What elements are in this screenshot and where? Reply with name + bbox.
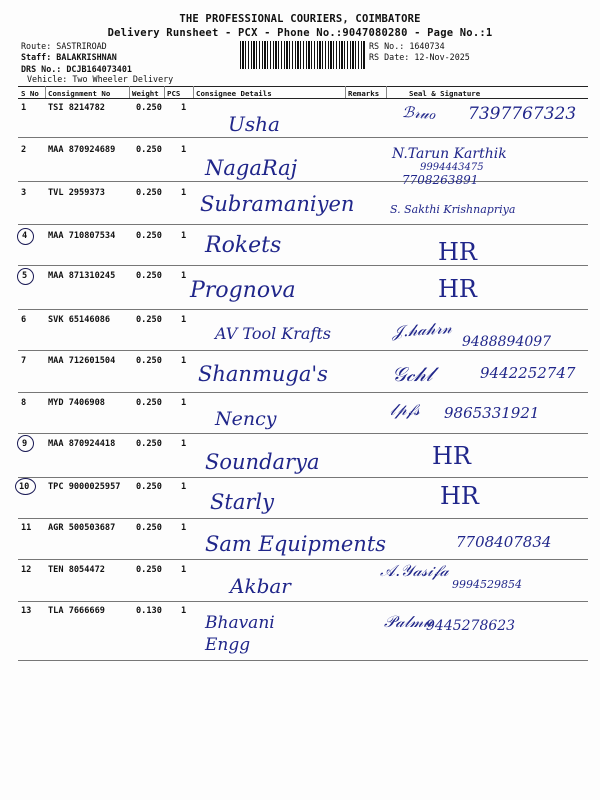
row-weight: 0.250 bbox=[136, 315, 162, 325]
row-signature-handwritten: HR bbox=[440, 482, 479, 510]
row-rule bbox=[18, 477, 588, 478]
row-consignment: MAA 710807534 bbox=[48, 231, 116, 241]
row-weight: 0.250 bbox=[136, 231, 162, 241]
row-weight: 0.130 bbox=[136, 606, 162, 616]
signature-scribble: 𝓁𝓅𝒻𝓈 bbox=[390, 400, 420, 419]
row-signature-handwritten: HR bbox=[438, 238, 477, 266]
company-title: THE PROFESSIONAL COURIERS, COIMBATORE bbox=[179, 13, 421, 25]
row-signature-handwritten: 7708407834 bbox=[456, 533, 552, 551]
row-pcs: 1 bbox=[181, 188, 187, 198]
row-signature-handwritten: 7397767323 bbox=[468, 104, 577, 124]
row-signature-handwritten: HR bbox=[438, 275, 477, 303]
row-pcs: 1 bbox=[181, 439, 187, 449]
row-sno: 5 bbox=[22, 271, 28, 281]
runsheet-subtitle: Delivery Runsheet - PCX - Phone No.:9047080280 - Page No.:1 bbox=[107, 27, 493, 39]
row-consignment: TSI 8214782 bbox=[48, 103, 105, 113]
row-consignee-handwritten: Usha bbox=[228, 112, 280, 136]
row-weight: 0.250 bbox=[136, 523, 162, 533]
row-weight: 0.250 bbox=[136, 188, 162, 198]
row-rule bbox=[18, 392, 588, 393]
row-signature-handwritten: N.Tarun Karthik bbox=[392, 146, 507, 162]
row-signature-handwritten: S. Sakthi Krishnapriya bbox=[390, 203, 516, 216]
route-label: Route: SASTRIROAD bbox=[21, 41, 107, 51]
row-consignment: AGR 500503687 bbox=[48, 523, 116, 533]
col-divider bbox=[193, 86, 194, 98]
col-consignee: Consignee Details bbox=[196, 89, 272, 98]
row-consignee-handwritten: Sam Equipments bbox=[205, 532, 387, 556]
col-divider bbox=[129, 86, 130, 98]
row-consignee-handwritten: Prognova bbox=[190, 278, 296, 303]
row-signature-handwritten: 9442252747 bbox=[480, 364, 576, 382]
row-sno: 4 bbox=[22, 231, 28, 241]
col-divider bbox=[345, 86, 346, 98]
barcode-image bbox=[240, 41, 365, 69]
row-pcs: 1 bbox=[181, 271, 187, 281]
row-weight: 0.250 bbox=[136, 103, 162, 113]
header-bottom-rule bbox=[18, 98, 588, 99]
row-consignment: TLA 7666669 bbox=[48, 606, 105, 616]
row-pcs: 1 bbox=[181, 231, 187, 241]
col-divider bbox=[386, 86, 387, 98]
row-signature-handwritten: 9994529854 bbox=[452, 578, 522, 591]
row-consignee-handwritten: Starly bbox=[210, 490, 274, 514]
handwritten-phone: 9994443475 bbox=[420, 162, 484, 173]
row-sno: 10 bbox=[19, 482, 30, 492]
row-weight: 0.250 bbox=[136, 482, 162, 492]
row-sno: 13 bbox=[21, 606, 32, 616]
signature-scribble: 𝒢𝒸𝒽𝓁 bbox=[392, 362, 433, 386]
row-rule bbox=[18, 601, 588, 602]
drs-number: DRS No.: DCJB164073401 bbox=[21, 64, 132, 74]
rs-number: RS No.: 1640734 bbox=[369, 41, 445, 51]
row-rule bbox=[18, 224, 588, 225]
row-consignment: SVK 65146086 bbox=[48, 315, 111, 325]
row-weight: 0.250 bbox=[136, 271, 162, 281]
row-sno: 7 bbox=[21, 356, 27, 366]
vehicle-label: Vehicle: Two Wheeler Delivery bbox=[27, 74, 174, 84]
row-consignee-handwritten: NagaRaj bbox=[205, 156, 298, 180]
row-sno: 6 bbox=[21, 315, 27, 325]
row-consignee-handwritten: Subramaniyen bbox=[200, 192, 355, 216]
signature-scribble: 𝒜.𝒴𝒶𝓈𝒾𝒻𝒶 bbox=[380, 561, 449, 580]
row-consignment: TVL 2959373 bbox=[48, 188, 105, 198]
row-rule bbox=[18, 559, 588, 560]
row-pcs: 1 bbox=[181, 606, 187, 616]
header-top-rule bbox=[18, 86, 588, 87]
row-sno: 1 bbox=[21, 103, 27, 113]
row-consignee-handwritten: Soundarya bbox=[205, 450, 320, 474]
row-signature-handwritten: HR bbox=[432, 442, 471, 470]
staff-label: Staff: BALAKRISHNAN bbox=[21, 52, 117, 62]
row-rule bbox=[18, 181, 588, 182]
row-consignment: TPC 9000025957 bbox=[48, 482, 121, 492]
row-weight: 0.250 bbox=[136, 398, 162, 408]
row-weight: 0.250 bbox=[136, 565, 162, 575]
row-rule bbox=[18, 433, 588, 434]
row-consignment: MAA 870924689 bbox=[48, 145, 116, 155]
row-weight: 0.250 bbox=[136, 145, 162, 155]
row-signature-handwritten: 9488894097 bbox=[462, 334, 552, 350]
row-consignment: MAA 870924418 bbox=[48, 439, 116, 449]
row-rule bbox=[18, 137, 588, 138]
row-consignment: MAA 871310245 bbox=[48, 271, 116, 281]
row-pcs: 1 bbox=[181, 356, 187, 366]
col-divider bbox=[164, 86, 165, 98]
col-pcs: PCS bbox=[167, 89, 181, 98]
row-pcs: 1 bbox=[181, 523, 187, 533]
signature-scribble: 𝒫𝒶𝓁𝓂𝓊 bbox=[384, 612, 433, 631]
row-sno: 11 bbox=[21, 523, 32, 533]
row-rule bbox=[18, 265, 588, 266]
row-consignee-handwritten: AV Tool Krafts bbox=[215, 324, 331, 343]
row-weight: 0.250 bbox=[136, 356, 162, 366]
table-bottom-rule bbox=[18, 660, 588, 661]
row-pcs: 1 bbox=[181, 103, 187, 113]
row-rule bbox=[18, 518, 588, 519]
row-weight: 0.250 bbox=[136, 439, 162, 449]
row-consignment: MYD 7406908 bbox=[48, 398, 105, 408]
row-consignee-handwritten: Akbar bbox=[230, 574, 291, 598]
row-rule bbox=[18, 350, 588, 351]
signature-scribble: ℬ𝓇𝓊ℴ bbox=[401, 102, 437, 124]
row-signature-handwritten: 9445278623 bbox=[426, 618, 516, 634]
row-sno: 2 bbox=[21, 145, 27, 155]
row-pcs: 1 bbox=[181, 398, 187, 408]
col-remarks: Remarks bbox=[348, 89, 380, 98]
col-seal-signature: Seal & Signature bbox=[409, 89, 481, 98]
row-consignee-handwritten: Shanmuga's bbox=[198, 362, 328, 386]
row-rule bbox=[18, 309, 588, 310]
row-sno: 8 bbox=[21, 398, 27, 408]
row-signature-handwritten: 9865331921 bbox=[444, 404, 540, 422]
rs-date: RS Date: 12-Nov-2025 bbox=[369, 52, 470, 62]
row-pcs: 1 bbox=[181, 145, 187, 155]
row-sno: 9 bbox=[22, 439, 28, 449]
col-consignment: Consignment No bbox=[48, 89, 111, 98]
signature-scribble: 𝒥.𝒽𝒶𝒽𝓇𝓃 bbox=[391, 317, 453, 342]
col-sno: S No bbox=[21, 89, 39, 98]
row-pcs: 1 bbox=[181, 315, 187, 325]
col-divider bbox=[45, 86, 46, 98]
row-consignee-handwritten: Bhavani Engg bbox=[205, 613, 275, 655]
row-sno: 12 bbox=[21, 565, 32, 575]
row-sno: 3 bbox=[21, 188, 27, 198]
handwritten-phone: 7708263891 bbox=[402, 173, 479, 187]
row-consignee-handwritten: Nency bbox=[215, 408, 277, 430]
row-consignee-handwritten: Rokets bbox=[205, 233, 282, 258]
row-consignment: TEN 8054472 bbox=[48, 565, 105, 575]
col-weight: Weight bbox=[132, 89, 159, 98]
row-pcs: 1 bbox=[181, 482, 187, 492]
row-consignment: MAA 712601504 bbox=[48, 356, 116, 366]
row-pcs: 1 bbox=[181, 565, 187, 575]
